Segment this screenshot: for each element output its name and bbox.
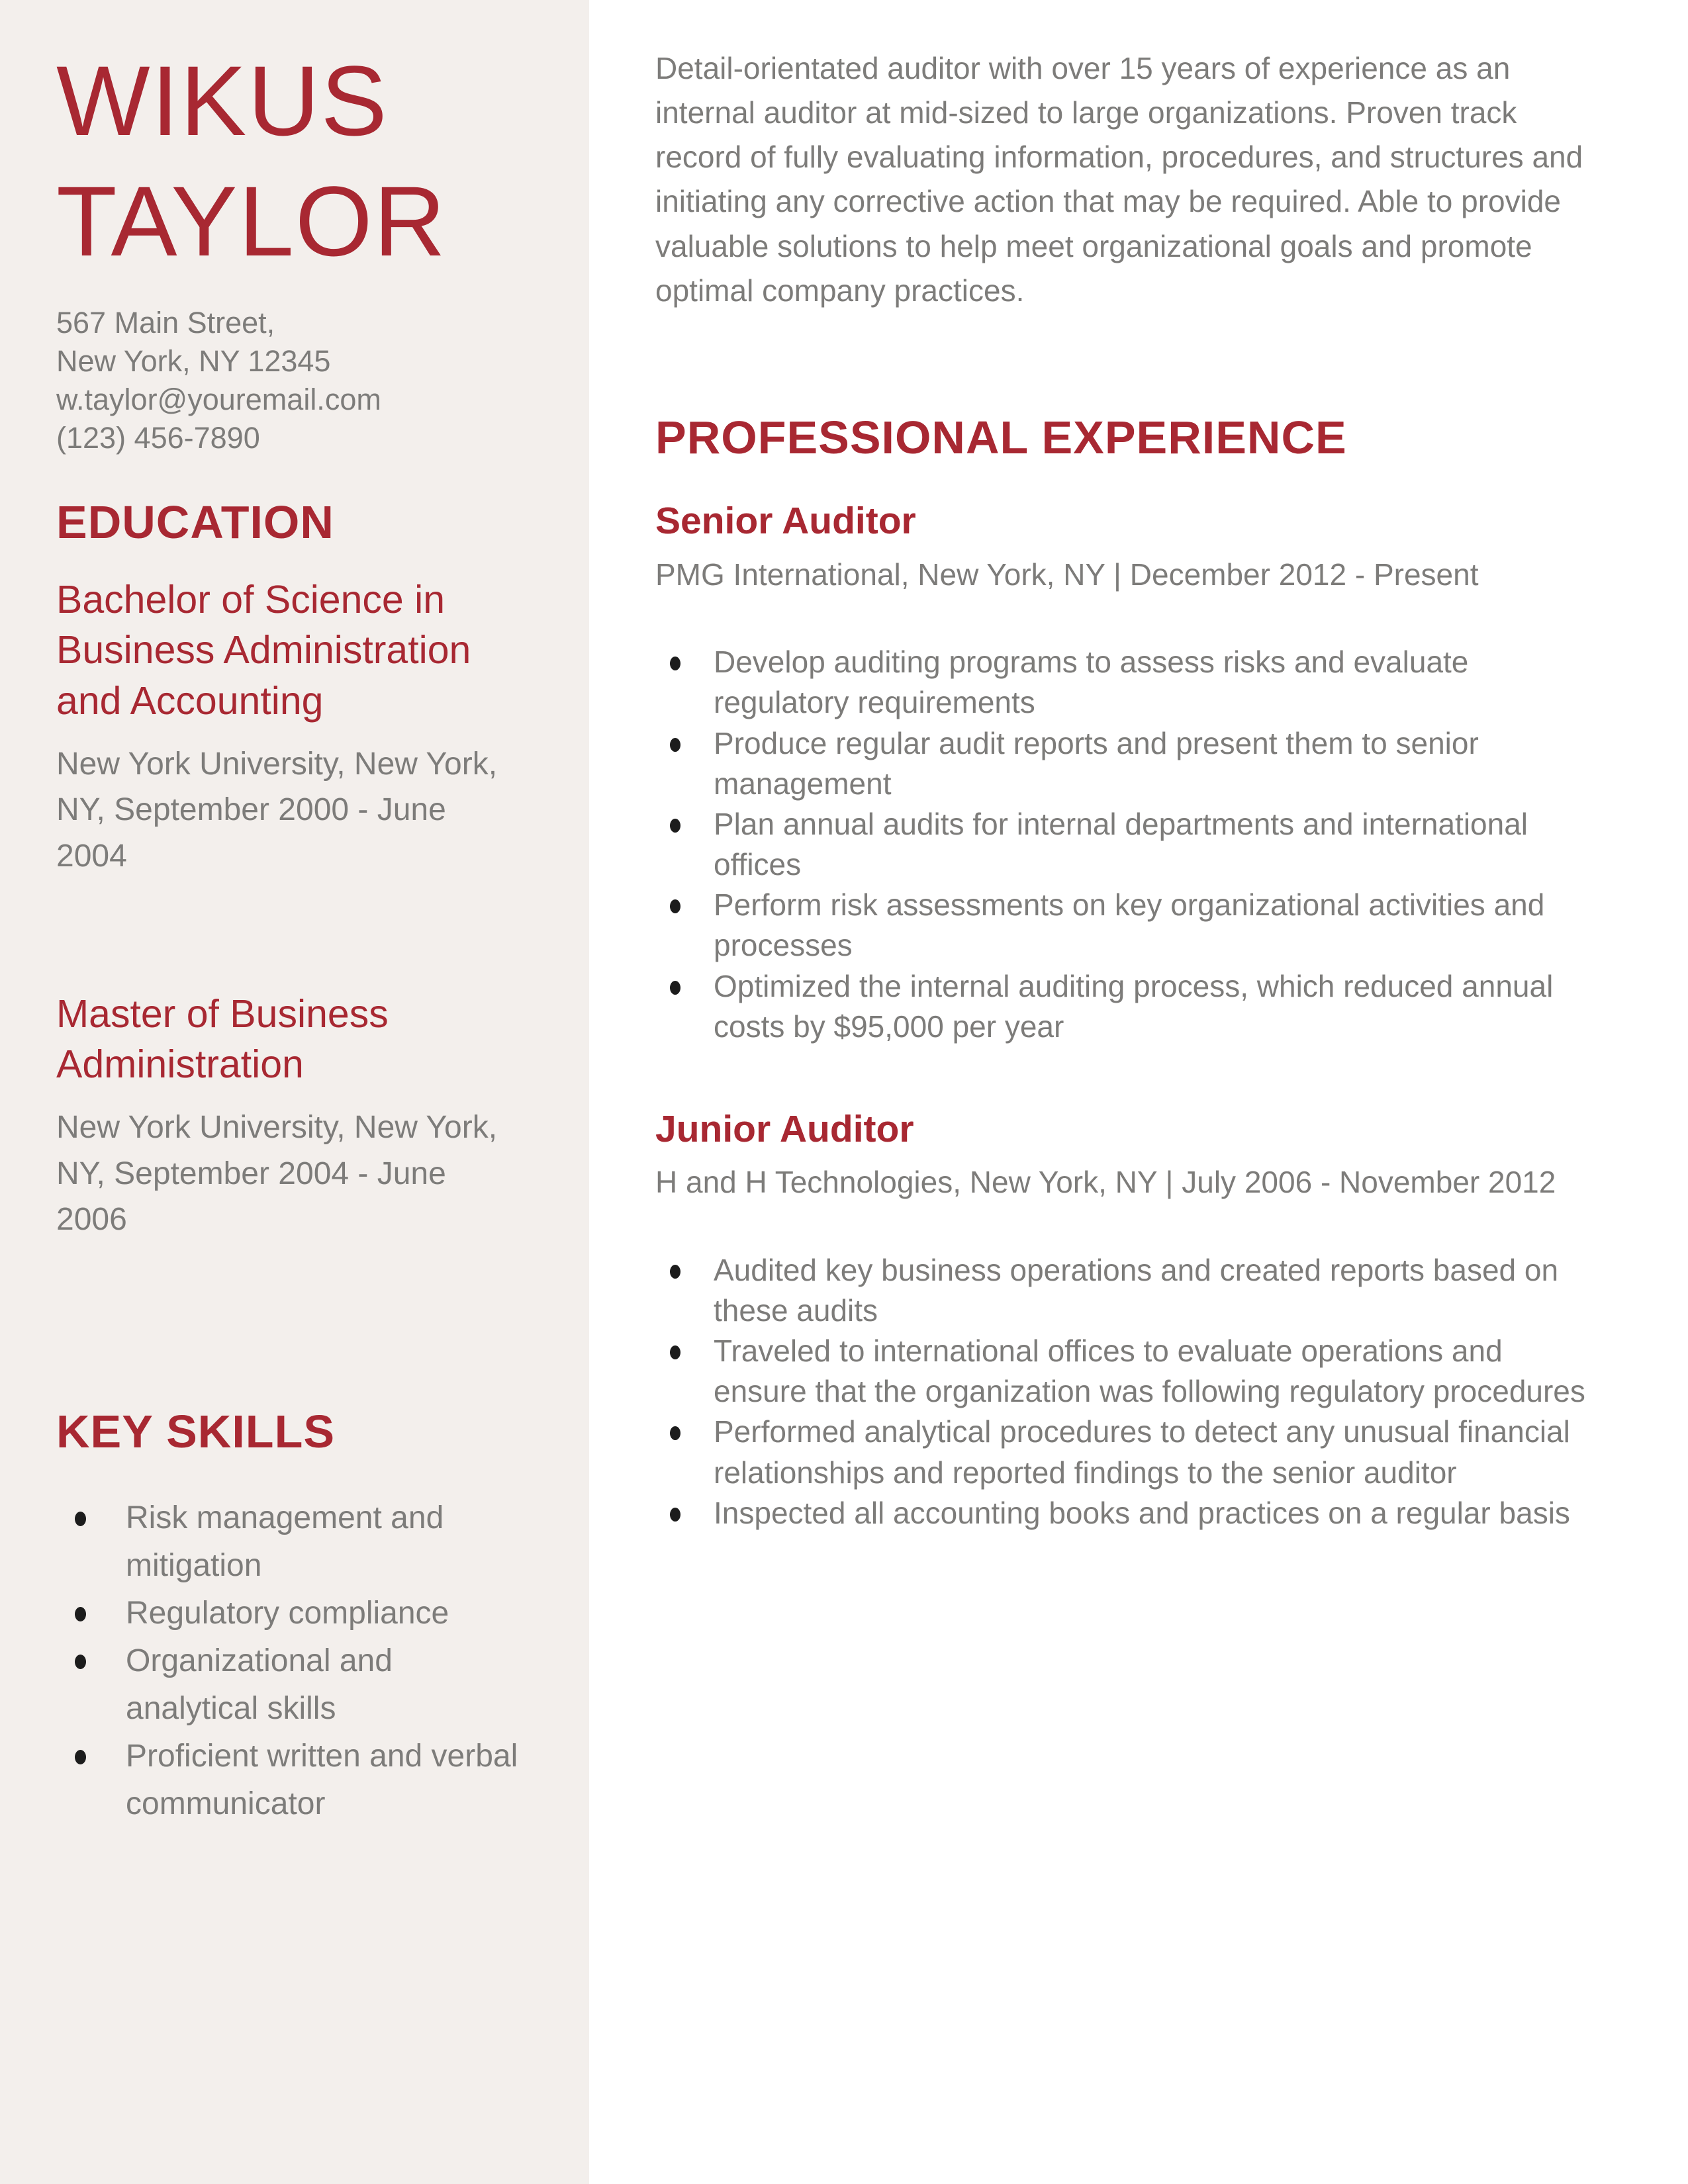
education-entry [56,574,543,880]
key-skills-heading: KEY SKILLS [56,1405,336,1457]
education-heading: EDUCATION [56,496,334,549]
experience-heading: PROFESSIONAL EXPERIENCE [655,411,1347,463]
job-meta: PMG International, New York, NY | December 2012 - Present [655,557,1479,592]
job-bullet: Develop auditing programs to assess risks and evaluate regulatory requirements [655,642,1595,723]
job-entry-senior-auditor [655,498,1595,1047]
address-line-1: 567 Main Street, [56,306,275,340]
job-title: Senior Auditor [655,500,916,543]
job-bullet-list [655,1250,1595,1533]
address-line-2: New York, NY 12345 [56,344,331,379]
candidate-last-name: TAYLOR [56,165,447,277]
job-bullet: Inspected all accounting books and practices on a regular basis [655,1493,1595,1533]
job-bullet: Performed analytical procedures to detect any unusual financial relationships and reported findings to the senior auditor [655,1412,1595,1492]
job-bullet: Produce regular audit reports and present them to senior management [655,723,1595,804]
job-entry-junior-auditor [655,1107,1595,1533]
candidate-name [56,41,543,281]
job-bullet: Perform risk assessments on key organizational activities and processes [655,885,1595,966]
degree-title: Master of Business Administration [56,991,389,1087]
job-meta: H and H Technologies, New York, NY | July 2006 - November 2012 [655,1165,1556,1200]
skill-item: Organizational and analytical skills [56,1637,533,1733]
skill-item: Risk management and mitigation [56,1494,533,1590]
job-bullet: Plan annual audits for internal departments and international offices [655,804,1595,885]
skill-item: Proficient written and verbal communicator [56,1733,533,1828]
contact-block [56,304,543,457]
job-bullet: Audited key business operations and created reports based on these audits [655,1250,1595,1331]
main-column [589,0,1688,2184]
professional-summary: Detail-orientated auditor with over 15 years of experience as an internal auditor at mid-sized to large organizations. Proven track record of fully evaluating information, procedures, and structures and initiating any corrective action that may be required. Able to provide valuable solutions to help meet organizational goals and promote optimal company practices. [655,51,1583,308]
degree-details: New York University, New York, NY, September 2004 - June 2006 [56,1109,498,1238]
degree-details: New York University, New York, NY, September 2000 - June 2004 [56,746,498,874]
job-bullet: Optimized the internal auditing process, which reduced annual costs by $95,000 per year [655,966,1595,1047]
job-bullet-list [655,642,1595,1047]
phone-text: (123) 456-7890 [56,421,260,455]
degree-title: Bachelor of Science in Business Administration and Accounting [56,577,471,723]
candidate-first-name: WIKUS [56,45,389,156]
job-bullet: Traveled to international offices to evaluate operations and ensure that the organization was following regulatory procedures [655,1331,1595,1412]
key-skills-list [56,1494,543,1828]
skill-item: Regulatory compliance [56,1590,533,1637]
job-title: Junior Auditor [655,1107,914,1150]
sidebar [0,0,589,2184]
education-entry [56,989,543,1243]
email-text: w.taylor@youremail.com [56,383,381,417]
